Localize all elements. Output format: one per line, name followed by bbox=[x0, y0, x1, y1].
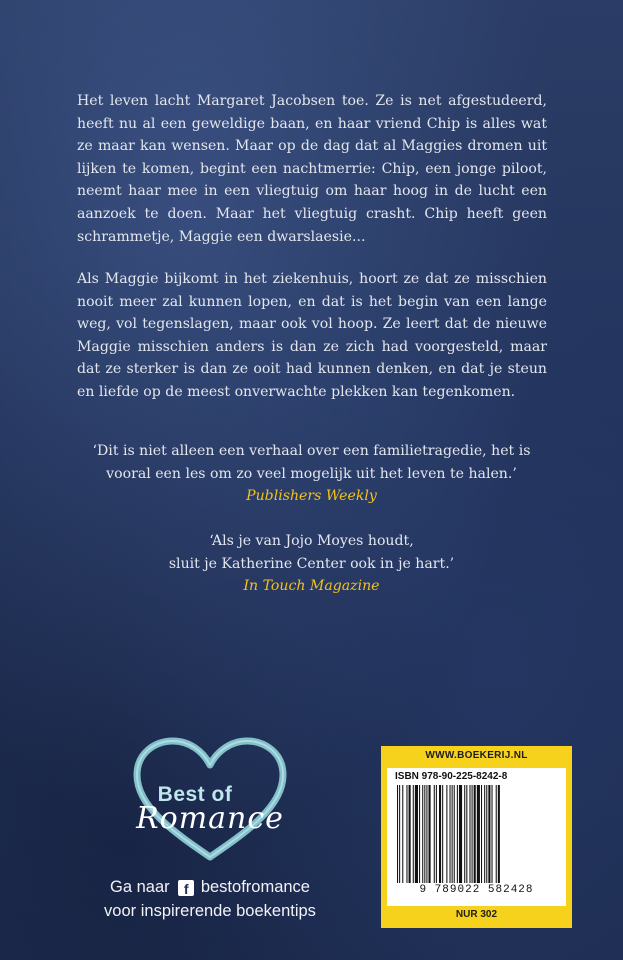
review-quote-1 bbox=[60, 440, 563, 508]
quote-text-line: ‘Dit is niet alleen een verhaal over een familietragedie, het is bbox=[92, 443, 531, 459]
blurb-paragraph-2: Als Maggie bijkomt in het ziekenhuis, hoort ze dat ze misschien nooit meer zal kunnen lopen, en dat is het begin van een lange weg, vol tegenslagen, maar ook vol hoop. Ze leert dat de nieuwe Maggie misschien anders is dan ze zich had voorgesteld, maar dat ze sterker is dan ze ooit had kunnen denken, en dat je steun en liefde op de meest onverwachte plekken kan tegenkomen. bbox=[77, 271, 547, 400]
logo-romance-text: Romance bbox=[136, 801, 284, 836]
quote-text-line: sluit je Katherine Center ook in je hart.’ bbox=[168, 555, 455, 572]
blurb-paragraph-1: Het leven lacht Margaret Jacobsen toe. Ze is net afgestudeerd, heeft nu al een geweldige baan, en haar vriend Chip is alles wat ze maar kan wensen. Maar op de dag dat al Maggies dromen uit lijken te komen, begint een nachtmerrie: Chip, een jonge piloot, neemt haar mee in een vliegtuig om haar hoog in de lucht een aanzoek te doen. Maar het vliegtuig crasht. Chip heeft geen schrammetje, Maggie een dwarslaesie... bbox=[77, 93, 547, 245]
facebook-page-link[interactable]: bestofromance bbox=[200, 878, 310, 896]
facebook-line-1 bbox=[70, 875, 350, 899]
isbn-text: ISBN 978-90-225-8242-8 bbox=[395, 771, 508, 782]
facebook-callout bbox=[70, 875, 350, 923]
quote-source: Publishers Weekly bbox=[246, 488, 377, 505]
facebook-prefix: Ga naar bbox=[110, 878, 170, 896]
publisher-url: WWW.BOEKERIJ.NL bbox=[425, 750, 528, 761]
barcode-box bbox=[381, 746, 572, 928]
barcode-bars bbox=[395, 785, 558, 883]
review-quote-2 bbox=[60, 530, 563, 598]
barcode-number: 9 789022 582428 bbox=[419, 884, 534, 896]
quote-source: In Touch Magazine bbox=[243, 578, 380, 595]
nur-code: NUR 302 bbox=[455, 909, 498, 920]
logo-best-of-text: Best of bbox=[157, 783, 233, 806]
quote-text-line: vooral een les om zo veel mogelijk uit het leven te halen.’ bbox=[106, 465, 517, 482]
quote-text-line: ‘Als je van Jojo Moyes houdt, bbox=[209, 533, 414, 549]
facebook-icon: f bbox=[178, 880, 194, 896]
facebook-line-2: voor inspirerende boekentips bbox=[104, 902, 316, 920]
best-of-romance-logo bbox=[115, 735, 305, 865]
barcode-panel bbox=[387, 768, 566, 906]
